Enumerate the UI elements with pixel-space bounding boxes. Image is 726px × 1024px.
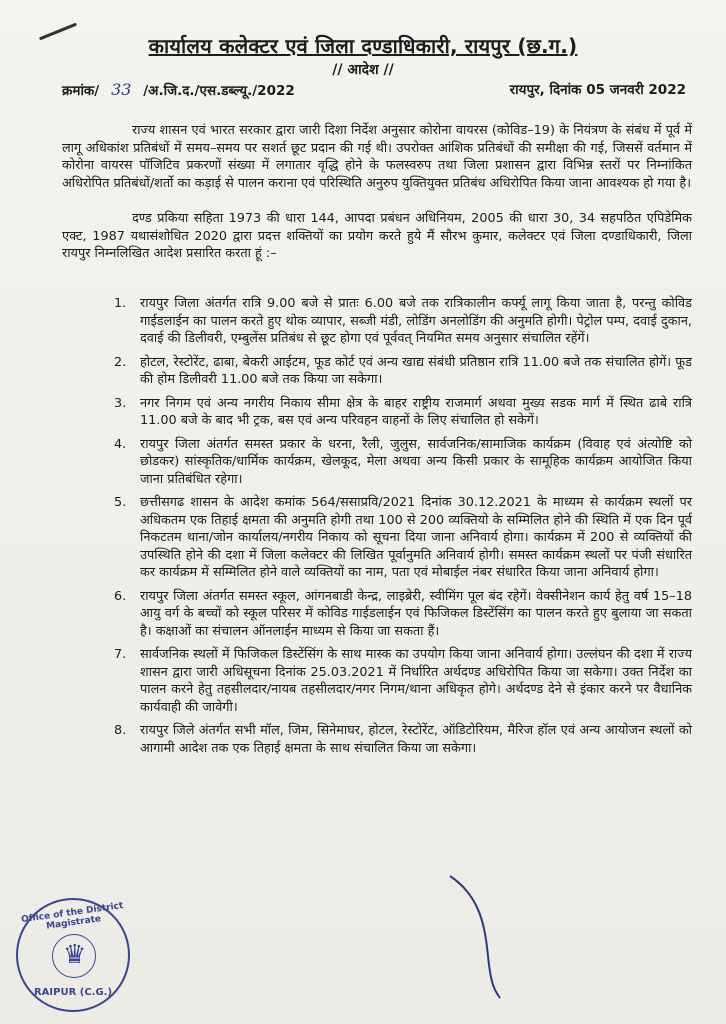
list-item [62, 395, 692, 430]
item-number: 8. [114, 723, 127, 738]
item-text: रायपुर जिले अंतर्गत सभी मॉल, जिम, सिनेमाघर, होटल, रेस्टोरेंट, ऑडिटोरियम, मैरिज हॉल एवं अन्य आयोजन स्थलों को आगामी आदेश तक एक तिहाई क्षमता के साथ संचालित किया जा सकेगा। [140, 723, 692, 756]
official-seal [16, 898, 130, 1012]
signature-stroke [440, 866, 560, 1006]
item-number: 7. [114, 647, 127, 662]
item-number: 4. [114, 436, 127, 452]
item-text: रायपुर जिला अंतर्गत समस्त स्कूल, आंगनबाडी केन्द्र, लाइब्रेरी, स्वीमिंग पूल बंद रहेगें। वेक्सीनेशन कार्य हेतु वर्ष 15–18 आयु वर्ग के बच्चों को स्कूल परिसर में कोविड गाईडलाईन एवं फिजिकल डिस्टेंसिंग का पालन करते हुए बुलाया जा सकता है। कक्षाओं का संचालन ऑनलाईन माध्यम से किया जा सकता हैं। [140, 588, 692, 639]
item-number: 5. [114, 495, 127, 510]
reference-prefix: क्रमांक/ [62, 83, 100, 99]
intro-paragraph: राज्य शासन एवं भारत सरकार द्वारा जारी दिशा निर्देश अनुसार कोरोना वायरस (कोविड–19) के नियंत्रण के संबंध में पूर्व में लागू अधिकांश प्रतिबंधों में समय–समय पर सशर्त छूट प्रदान की गई थी। उपरोक्त आंशिक प्रतिबंधों की समीक्षा की गई, जिससें वर्तमान में कोरोना वायरस पॉजिटिव प्रकरणों संख्या में लगातार वृद्धि होने के फलस्वरुप तथा जिला प्रशासन द्वारा विभिन्न स्तरों पर निम्नांकित अधिरोपित प्रतिबंधों/शर्तो का कड़ाई से पालन कराना एवं परिस्थिति अनुरुप युक्तियुक्त प्रतिबंध अधिरोपित किया जाना आवश्यक हो गया है। [62, 123, 692, 191]
item-text: होटल, रेस्टोरेंट, ढाबा, बेकरी आईटम, फूड कोर्ट एवं अन्य खाद्य संबंधी प्रतिष्ठान रात्रि 11.00 बजे तक संचालित होगें। फूड की होम डिलीवरी 11.00 बजे तक किया जा सकेगा। [140, 354, 692, 387]
item-text: सार्वजनिक स्थलों में फिजिकल डिस्टेंसिंग के साथ मास्क का उपयोग किया जाना अनिवार्य होगा। उल्लंघन की दशा में राज्य शासन द्वारा जारी अधिसूचना दिनांक 25.03.2021 में निर्धारित अर्थदण्ड अधिरोपित किया जा सकेगा। उक्त निर्देश का पालन करने हेतु तहसीलदार/नायब तहसीलदार/नगर निगम/थाना अधिकृत होगे। अर्थदण्ड देने से इंकार करने पर वैधानिक कार्यवाही की जावेगी। [140, 647, 692, 715]
list-item [62, 295, 692, 348]
item-text: रायपुर जिला अंतर्गत रात्रि 9.00 बजे से प्रातः 6.00 बजे तक रात्रिकालीन कर्फ्यू लागू किया जाता है, परन्तु कोविड गाईडलाईन का पालन करते हुए थोक व्यापार, सब्जी मंडी, लोडिंग अनलोडिंग की अनुमति होगी। पेट्रोल पम्प, दवाई दुकान, दवाई की डिलीवरी, एम्बुलेंस प्रतिबंध से छूट होगा एवं पूर्ववत् नियमित समय अनुसार संचालित रहेंगें। [140, 296, 692, 346]
item-text: छत्तीसगढ शासन के आदेश कमांक 564/ससाप्रवि/2021 दिनांक 30.12.2021 के माध्यम से कार्यक्रम स्थलों पर अधिकतम एक तिहाई क्षमता की अनुमति होगी तथा 100 से 200 व्यक्तियो के सम्मिलित होने की स्थिति में एक दिन पूर्व निकटतम थाना/जोन कार्यालय/नगरीय निकाय को सूचना दिया जाना अनिवार्य होगा। कार्यक्रम में 200 से व्यक्तियों की उपस्थिति होने की दशा में जिला कलेक्टर की लिखित पूर्वानुमति अनिवार्य होगी। समस्त कार्यक्रम स्थलों पर पंजी संधारित कर कार्यक्रम में सम्मिलित होने वाले व्यक्तियों का नाम, पता एवं मोबाईल नंबर संधारित किया जाना अनिवार्य होगा। [140, 495, 692, 580]
list-item [62, 354, 692, 389]
item-text: रायपुर जिला अंतर्गत समस्त प्रकार के धरना, रैली, जुलुस, सार्वजनिक/सामाजिक कार्यक्रम (विवाह एवं अंत्योष्टि को छोडकर) सांस्कृतिक/धार्मिक कार्यक्रम, खेलकूद, मेला अथवा अन्य किसी प्रकार के सामूहिक कार्यक्रम आयोजित किया जाना प्रतिबंधित रहेगा। [140, 436, 692, 487]
list-item [62, 436, 692, 489]
order-items-list [62, 295, 692, 763]
authority-paragraph: दण्ड प्रकिया सहिता 1973 की धारा 144, आपदा प्रबंधन अधिनियम, 2005 की धारा 30, 34 सहपठित एपिडेमिक एक्ट, 1987 यथासंशोधित 2020 द्वारा प्रदत्त शक्तियों का प्रयोग करते हुये मैं सौरभ कुमार, कलेक्टर एवं जिला दण्डाधिकारी, जिला रायपुर निम्नलिखित आदेश प्रसारित करता हूं :– [62, 211, 692, 261]
seal-bottom-text: RAIPUR (C.G.) [33, 987, 113, 998]
item-text: नगर निगम एवं अन्य नगरीय निकाय सीमा क्षेत्र के बाहर राष्ट्रीय राजमार्ग अथवा मुख्य सडक मार्ग में स्थित ढाबे रात्रि 11.00 बजे के बाद भी ट्रक, बस एवं अन्य परिवहन वाहनों के लिए संचालित हो सकेगें। [140, 395, 692, 428]
seal-top-text: Office of the District Magistrate [20, 900, 124, 932]
list-item [62, 494, 692, 582]
list-item [62, 646, 692, 716]
reference-number-block [62, 80, 295, 99]
list-item [62, 588, 692, 641]
item-number: 2. [114, 354, 127, 370]
item-number: 6. [114, 588, 127, 604]
state-emblem-icon: ♛ [63, 940, 87, 970]
item-number: 3. [114, 395, 127, 411]
reference-number: 33 [111, 80, 132, 99]
reference-suffix: /अ.जि.द./एस.डब्ल्यू./2022 [143, 83, 295, 99]
document-title: कार्यालय कलेक्टर एवं जिला दण्डाधिकारी, रायपुर (छ.ग.) [148, 34, 578, 58]
item-number: 1. [114, 296, 127, 311]
order-label: // आदेश // [332, 62, 394, 78]
date-line: रायपुर, दिनांक 05 जनवरी 2022 [509, 82, 686, 98]
list-item [62, 722, 692, 757]
